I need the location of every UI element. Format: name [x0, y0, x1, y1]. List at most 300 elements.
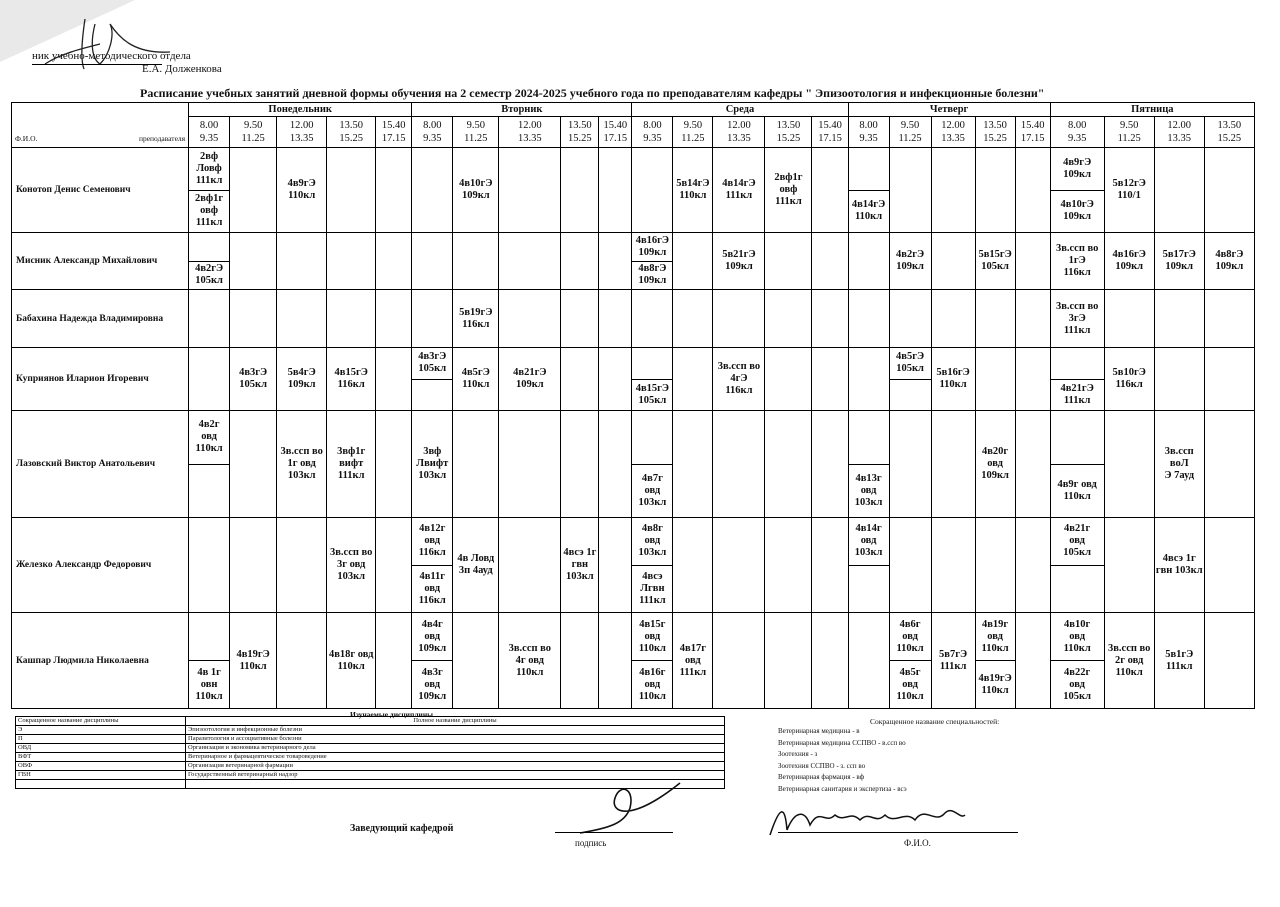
schedule-cell	[189, 411, 230, 518]
time-slot-header: 13.50 15.25	[327, 117, 376, 148]
page-title: Расписание учебных занятий дневной формы обучения на 2 семестр 2024-2025 учебного года по преподавателям кафедры " Эпизоотология и инфекционные болезни"	[140, 86, 1045, 100]
class-entry: 2вф Ловф 111кл	[195, 150, 223, 186]
schedule-cell	[632, 290, 673, 348]
discipline-short: ОВД	[16, 744, 186, 753]
schedule-cell: 4в20г овд 109кл	[975, 411, 1015, 518]
discipline-full: Организация и экономика ветеринарного дела	[186, 744, 725, 753]
time-slot-header: 9.50 11.25	[453, 117, 499, 148]
teacher-name: Железко Александр Федорович	[12, 518, 189, 613]
class-entry	[412, 379, 452, 411]
time-slot-header: 9.50 11.25	[889, 117, 931, 148]
time-slot-header: 9.50 11.25	[1104, 117, 1154, 148]
schedule-cell	[599, 613, 632, 709]
schedule-cell	[673, 518, 713, 613]
time-slot-header: 12.00 13.35	[931, 117, 975, 148]
schedule-cell	[561, 290, 599, 348]
class-entry	[632, 411, 672, 464]
class-entry: 4в14гЭ 110кл	[849, 190, 889, 233]
schedule-cell	[499, 148, 561, 233]
schedule-cell: 2вф1г овф 111кл	[765, 148, 812, 233]
teacher-name: Лазовский Виктор Анатольевич	[12, 411, 189, 518]
schedule-cell: 5в10гЭ 116кл	[1104, 348, 1154, 411]
schedule-cell	[1015, 348, 1050, 411]
schedule-cell	[812, 233, 848, 290]
schedule-cell: 4в2гЭ 109кл	[889, 233, 931, 290]
schedule-cell	[376, 613, 412, 709]
schedule-cell: 5в12гЭ 110/1	[1104, 148, 1154, 233]
schedule-cell	[1104, 290, 1154, 348]
schedule-cell	[673, 290, 713, 348]
schedule-cell	[189, 290, 230, 348]
schedule-cell: 4в14гЭ 111кл	[713, 148, 765, 233]
schedule-cell	[1050, 613, 1104, 709]
speciality-item: Ветеринарная медицина ССПВО - в.ссп во	[778, 738, 906, 747]
schedule-cell	[632, 233, 673, 290]
schedule-cell: 4всэ 1г гвн 103кл	[1154, 518, 1204, 613]
schedule-cell	[673, 233, 713, 290]
discipline-short: ГВН	[16, 771, 186, 780]
schedule-cell	[812, 148, 848, 233]
schedule-cell: 3вф Лвифт 103кл	[412, 411, 453, 518]
schedule-cell	[765, 233, 812, 290]
schedule-cell	[376, 518, 412, 613]
schedule-cell	[327, 290, 376, 348]
specialities-list	[778, 726, 907, 795]
time-slot-header: 15.40 17.15	[812, 117, 848, 148]
class-entry: 4в5гЭ 105кл	[896, 351, 925, 375]
class-entry: 4в2г овд 110кл	[195, 419, 223, 455]
schedule-cell	[412, 613, 453, 709]
schedule-cell: 4в8гЭ 109кл	[1204, 233, 1254, 290]
fio-label: Ф.И.О.	[904, 838, 931, 848]
class-entry: 4в5г овд 110кл	[890, 660, 931, 708]
schedule-cell: 5в19гЭ 116кл	[453, 290, 499, 348]
class-entry: 4в8гЭ 109кл	[632, 261, 672, 290]
schedule-cell	[412, 148, 453, 233]
schedule-cell	[376, 348, 412, 411]
schedule-cell: 5в15гЭ 105кл	[975, 233, 1015, 290]
class-entry	[890, 379, 931, 411]
discipline-full: Государственный ветеринарный надзор	[186, 771, 725, 780]
schedule-cell	[189, 348, 230, 411]
schedule-cell: 5в4гЭ 109кл	[277, 348, 327, 411]
schedule-cell: 3в.ссп во 2г овд 110кл	[1104, 613, 1154, 709]
time-slot-header: 13.50 15.25	[765, 117, 812, 148]
schedule-cell	[230, 233, 277, 290]
schedule-cell	[277, 613, 327, 709]
disciplines-heading: Изучаемые дисциплины	[350, 710, 434, 719]
specialities-heading: Сокращенное название специальностей:	[870, 717, 1000, 726]
schedule-cell	[632, 518, 673, 613]
day-header: Вторник	[412, 103, 632, 117]
schedule-cell	[327, 233, 376, 290]
class-entry: 4в13г овд 103кл	[849, 464, 889, 518]
schedule-cell	[1204, 411, 1254, 518]
schedule-cell	[561, 233, 599, 290]
schedule-cell	[812, 411, 848, 518]
teacher-name: Кашпар Людмила Николаевна	[12, 613, 189, 709]
class-entry: 4в21г овд 105кл	[1063, 523, 1091, 559]
class-entry: 4в9г овд 110кл	[1051, 464, 1104, 518]
schedule-cell	[848, 348, 889, 411]
time-slot-header: 12.00 13.35	[499, 117, 561, 148]
class-entry	[189, 233, 229, 261]
class-entry: 4всэ Лгвн 111кл	[632, 565, 672, 613]
schedule-cell	[376, 233, 412, 290]
teacher-row	[12, 411, 1255, 518]
head-of-department-label: Заведующий кафедрой	[350, 823, 454, 834]
schedule-cell	[189, 233, 230, 290]
class-entry: 4в2гЭ 105кл	[189, 261, 229, 290]
speciality-item: Зоотехния ССПВО - з. ссп во	[778, 761, 866, 770]
class-entry: 4в6г овд 110кл	[896, 618, 924, 654]
schedule-cell: 4в3гЭ 105кл	[230, 348, 277, 411]
schedule-cell	[1050, 518, 1104, 613]
schedule-cell: 3в.ссп во 1гЭ 116кл	[1050, 233, 1104, 290]
schedule-cell	[975, 518, 1015, 613]
class-entry: 2вф1г овф 111кл	[189, 190, 229, 233]
teacher-row	[12, 233, 1255, 290]
teacher-name: Бабахина Надежда Владимировна	[12, 290, 189, 348]
class-entry: 4в 1г овн 110кл	[189, 660, 229, 708]
class-entry: 4в19г овд 110кл	[981, 618, 1009, 654]
head-signature	[570, 778, 690, 838]
head-name-handwriting	[765, 795, 975, 840]
time-slot-header: 8.00 9.35	[848, 117, 889, 148]
class-entry: 4в3г овд 109кл	[412, 660, 452, 708]
schedule-cell: 4в10гЭ 109кл	[453, 148, 499, 233]
schedule-cell	[277, 518, 327, 613]
schedule-cell: 5в1гЭ 111кл	[1154, 613, 1204, 709]
schedule-cell	[975, 148, 1015, 233]
class-entry: 4в21гЭ 111кл	[1051, 379, 1104, 411]
approval-line-2: Е.А. Долженкова	[142, 63, 222, 75]
fio-header-label: Ф.И.О.	[15, 134, 38, 143]
approval-block	[32, 50, 222, 76]
schedule-cell	[1204, 148, 1254, 233]
schedule-cell	[1015, 148, 1050, 233]
discipline-short: П	[16, 735, 186, 744]
schedule-cell	[848, 411, 889, 518]
schedule-cell	[1015, 290, 1050, 348]
schedule-cell	[1015, 613, 1050, 709]
schedule-cell	[889, 148, 931, 233]
schedule-cell	[599, 148, 632, 233]
schedule-cell: 4всэ 1г гвн 103кл	[561, 518, 599, 613]
schedule-cell	[1154, 148, 1204, 233]
time-slot-header: 15.40 17.15	[376, 117, 412, 148]
schedule-cell	[848, 518, 889, 613]
schedule-cell	[453, 613, 499, 709]
schedule-cell	[632, 613, 673, 709]
class-entry: 4в4г овд 109кл	[418, 618, 447, 654]
schedule-cell	[453, 233, 499, 290]
class-entry: 4в14г овд 103кл	[854, 523, 883, 559]
schedule-cell	[931, 290, 975, 348]
schedule-cell	[189, 148, 230, 233]
schedule-cell	[975, 613, 1015, 709]
schedule-cell: 3в.ссп во 3гЭ 111кл	[1050, 290, 1104, 348]
schedule-cell	[1154, 290, 1204, 348]
schedule-cell	[561, 613, 599, 709]
discipline-row	[16, 753, 725, 762]
schedule-cell	[599, 233, 632, 290]
schedule-cell: 3в.ссп во 4гЭ 116кл	[713, 348, 765, 411]
schedule-cell: 3в.ссп воЛ Э 7ауд	[1154, 411, 1204, 518]
schedule-cell	[632, 348, 673, 411]
teacher-row	[12, 348, 1255, 411]
class-entry: 4в19гЭ 110кл	[976, 660, 1015, 708]
discipline-full: Паразитология и ассоциативные болезни	[186, 735, 725, 744]
schedule-cell	[412, 233, 453, 290]
schedule-cell: 3вф1г вифт 111кл	[327, 411, 376, 518]
schedule-cell	[327, 148, 376, 233]
schedule-cell	[1015, 411, 1050, 518]
schedule-cell	[812, 348, 848, 411]
schedule-cell: 3в.ссп во 3г овд 103кл	[327, 518, 376, 613]
signature-label: подпись	[575, 838, 607, 848]
schedule-cell	[561, 411, 599, 518]
schedule-cell	[453, 411, 499, 518]
schedule-cell	[1104, 518, 1154, 613]
schedule-table	[11, 102, 1255, 709]
schedule-cell	[499, 518, 561, 613]
schedule-cell	[376, 290, 412, 348]
class-entry	[849, 411, 889, 464]
schedule-cell	[599, 411, 632, 518]
schedule-cell: 5в7гЭ 111кл	[931, 613, 975, 709]
discipline-full: Организация ветеринарной фармации	[186, 762, 725, 771]
teacher-name: Конотоп Денис Семенович	[12, 148, 189, 233]
schedule-cell: 4в21гЭ 109кл	[499, 348, 561, 411]
schedule-cell	[812, 613, 848, 709]
day-header: Понедельник	[189, 103, 412, 117]
speciality-item: Ветеринарная медицина - в	[778, 727, 860, 735]
schedule-cell	[673, 411, 713, 518]
schedule-cell	[561, 148, 599, 233]
schedule-cell	[599, 290, 632, 348]
schedule-cell: 5в21гЭ 109кл	[713, 233, 765, 290]
schedule-cell	[765, 411, 812, 518]
schedule-cell	[230, 148, 277, 233]
discipline-short: Э	[16, 726, 186, 735]
schedule-cell: 4в19гЭ 110кл	[230, 613, 277, 709]
class-entry	[849, 148, 889, 190]
schedule-cell	[765, 613, 812, 709]
time-slot-header: 9.50 11.25	[230, 117, 277, 148]
schedule-cell	[975, 348, 1015, 411]
schedule-cell	[1204, 290, 1254, 348]
day-header: Пятница	[1050, 103, 1254, 117]
schedule-cell: 4в17г овд 111кл	[673, 613, 713, 709]
schedule-cell: 4в15гЭ 116кл	[327, 348, 376, 411]
time-slot-header: 12.00 13.35	[1154, 117, 1204, 148]
time-slot-header: 8.00 9.35	[1050, 117, 1104, 148]
discipline-full: Эпизоотология и инфекционные болезни	[186, 726, 725, 735]
time-slot-header: 8.00 9.35	[412, 117, 453, 148]
schedule-cell	[812, 290, 848, 348]
teacher-row	[12, 148, 1255, 233]
class-entry: 4в15г овд 110кл	[638, 618, 666, 654]
schedule-cell	[713, 411, 765, 518]
speciality-item: Ветеринарная санитария и экспертиза - всэ	[778, 784, 907, 793]
schedule-cell	[499, 411, 561, 518]
class-entry: 4в3гЭ 105кл	[418, 351, 447, 375]
time-slot-header: 15.40 17.15	[1015, 117, 1050, 148]
schedule-cell	[189, 518, 230, 613]
schedule-cell: 4в18г овд 110кл	[327, 613, 376, 709]
discipline-short	[16, 780, 186, 789]
schedule-cell	[230, 290, 277, 348]
schedule-cell	[713, 290, 765, 348]
class-entry	[189, 464, 229, 518]
schedule-cell	[499, 290, 561, 348]
class-entry: 4в16гЭ 109кл	[635, 234, 670, 258]
schedule-cell	[1050, 411, 1104, 518]
class-entry: 4в22г овд 105кл	[1051, 660, 1104, 708]
time-slot-header: 8.00 9.35	[189, 117, 230, 148]
time-slot-header: 13.50 15.25	[561, 117, 599, 148]
schedule-cell	[412, 348, 453, 411]
schedule-cell	[230, 411, 277, 518]
schedule-cell	[673, 348, 713, 411]
discipline-full: Ветеринарное и фармацевтическое товароведение	[186, 753, 725, 762]
schedule-cell: 4в5гЭ 110кл	[453, 348, 499, 411]
class-entry: 4в7г овд 103кл	[632, 464, 672, 518]
schedule-cell	[632, 411, 673, 518]
class-entry: 4в10гЭ 109кл	[1051, 190, 1104, 233]
schedule-cell	[765, 348, 812, 411]
schedule-cell	[848, 233, 889, 290]
discipline-row	[16, 735, 725, 744]
schedule-cell	[1015, 233, 1050, 290]
approval-underline	[32, 64, 162, 65]
schedule-cell	[765, 518, 812, 613]
schedule-cell	[412, 290, 453, 348]
schedule-cell	[713, 613, 765, 709]
teacher-row	[12, 518, 1255, 613]
time-slot-header: 12.00 13.35	[713, 117, 765, 148]
class-entry: 4в11г овд 116кл	[412, 565, 452, 613]
schedule-cell: 3в.ссп во 1г овд 103кл	[277, 411, 327, 518]
disciplines-col-full: Полное название дисциплины	[186, 717, 725, 726]
schedule-cell	[1154, 348, 1204, 411]
discipline-short: ВФТ	[16, 753, 186, 762]
schedule-cell	[277, 233, 327, 290]
schedule-cell	[975, 290, 1015, 348]
teacher-label: преподавателя	[138, 134, 186, 143]
schedule-cell	[848, 613, 889, 709]
time-slot-header: 12.00 13.35	[277, 117, 327, 148]
schedule-cell	[599, 348, 632, 411]
schedule-cell	[931, 411, 975, 518]
schedule-cell	[1050, 148, 1104, 233]
schedule-cell	[1104, 411, 1154, 518]
schedule-cell: 5в14гЭ 110кл	[673, 148, 713, 233]
teacher-row	[12, 290, 1255, 348]
schedule-cell: 4в Ловд 3п 4ауд	[453, 518, 499, 613]
discipline-short: ОВФ	[16, 762, 186, 771]
class-entry: 4в15гЭ 105кл	[632, 379, 672, 411]
schedule-cell	[1050, 348, 1104, 411]
day-header: Среда	[632, 103, 848, 117]
schedule-cell	[889, 290, 931, 348]
time-slot-header: 13.50 15.25	[975, 117, 1015, 148]
schedule-cell	[889, 518, 931, 613]
schedule-cell: 4в16гЭ 109кл	[1104, 233, 1154, 290]
time-slot-header: 15.40 17.15	[599, 117, 632, 148]
disciplines-col-short: Сокращенное название дисциплины	[16, 717, 186, 726]
class-entry: 4в12г овд 116кл	[418, 523, 446, 559]
signature-line	[555, 832, 673, 833]
discipline-row	[16, 762, 725, 771]
schedule-cell	[230, 518, 277, 613]
approval-line-1: ник учебно-методического отдела	[32, 50, 191, 62]
schedule-cell	[277, 290, 327, 348]
schedule-cell	[931, 518, 975, 613]
schedule-cell	[499, 233, 561, 290]
schedule-cell	[376, 411, 412, 518]
schedule-cell	[412, 518, 453, 613]
schedule-cell: 5в17гЭ 109кл	[1154, 233, 1204, 290]
schedule-cell	[599, 518, 632, 613]
speciality-item: Ветеринарная фармация - вф	[778, 773, 865, 781]
schedule-cell	[1204, 348, 1254, 411]
day-header: Четверг	[848, 103, 1050, 117]
teacher-name: Мисник Александр Михайлович	[12, 233, 189, 290]
class-entry	[189, 613, 229, 660]
schedule-cell	[889, 613, 931, 709]
schedule-cell	[931, 233, 975, 290]
schedule-cell	[889, 411, 931, 518]
speciality-item: Зоотехния - з	[778, 750, 818, 758]
discipline-row	[16, 726, 725, 735]
schedule-cell	[713, 518, 765, 613]
class-entry	[1051, 348, 1104, 379]
schedule-cell	[376, 148, 412, 233]
schedule-cell: 4в9гЭ 110кл	[277, 148, 327, 233]
schedule-cell	[931, 148, 975, 233]
time-slot-header: 8.00 9.35	[632, 117, 673, 148]
schedule-cell: 3в.ссп во 4г овд 110кл	[499, 613, 561, 709]
schedule-cell	[632, 148, 673, 233]
schedule-cell	[889, 348, 931, 411]
schedule-cell	[189, 613, 230, 709]
schedule-cell	[812, 518, 848, 613]
class-entry	[1051, 411, 1104, 464]
class-entry	[1051, 565, 1104, 613]
class-entry	[632, 348, 672, 379]
schedule-cell	[1015, 518, 1050, 613]
schedule-cell	[765, 290, 812, 348]
schedule-cell	[848, 148, 889, 233]
schedule-cell	[561, 348, 599, 411]
class-entry: 4в16г овд 110кл	[632, 660, 672, 708]
class-entry: 4в9гЭ 109кл	[1063, 156, 1092, 180]
discipline-row	[16, 744, 725, 753]
teacher-row	[12, 613, 1255, 709]
header-fio	[12, 103, 189, 148]
schedule-cell	[1204, 613, 1254, 709]
fio-line	[778, 832, 1018, 833]
schedule-cell	[848, 290, 889, 348]
schedule-cell: 5в16гЭ 110кл	[931, 348, 975, 411]
class-entry: 4в10г овд 110кл	[1063, 618, 1091, 654]
schedule-cell	[1204, 518, 1254, 613]
time-slot-header: 9.50 11.25	[673, 117, 713, 148]
class-entry	[849, 565, 889, 613]
class-entry: 4в8г овд 103кл	[638, 523, 667, 559]
